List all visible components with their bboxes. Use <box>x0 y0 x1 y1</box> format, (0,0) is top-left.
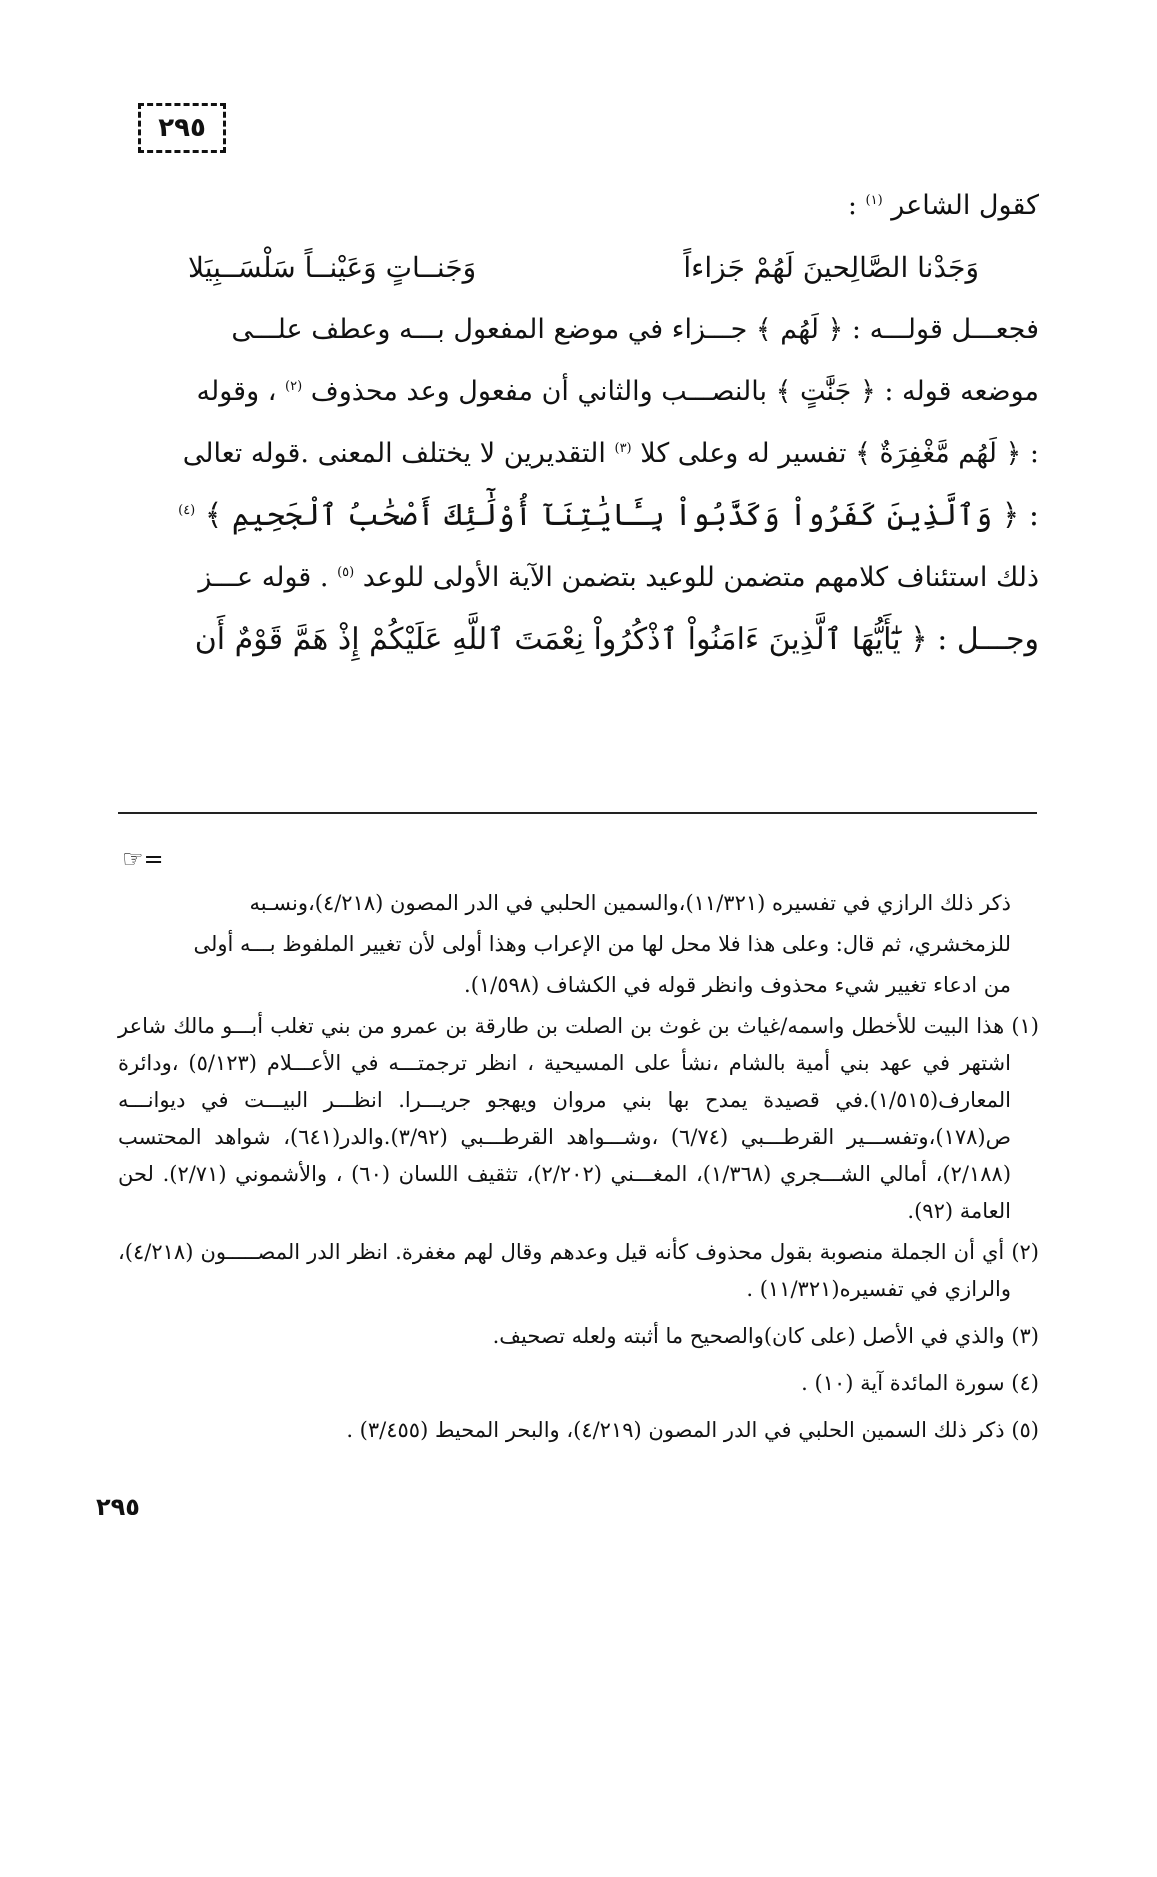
footnote-4: (٤) سورة المائدة آية (١٠) . <box>801 1371 1039 1395</box>
footnote-5: (٥) ذكر ذلك السمين الحلبي في الدر المصون (٤/٢١٩)، والبحر المحيط (٣/٤٥٥) . <box>346 1418 1039 1442</box>
text-line-2: موضعه قوله : ﴿ جَنَّٰتٍ ﴾ بالنصـــب والثاني أن مفعول وعد محذوف $^{(٢)}$ ، وقوله <box>196 376 1039 407</box>
poetry-verse <box>118 237 1039 299</box>
footnote-separator <box>118 812 1037 814</box>
intro-line: كقول الشاعر $^{(١)}$ : <box>847 190 1039 221</box>
text-line-3: : ﴿ لَهُم مَّغْفِرَةٌ ﴾ تفسير له وعلى كلا $^{(٣)}$ التقديرين لا يختلف المعنى .قوله تعالى <box>182 438 1039 469</box>
text-line-5: ذلك استئناف كلامهم متضمن للوعيد بتضمن الآية الأولى للوعد $^{(٥)}$ . قوله عـــز <box>198 562 1039 593</box>
footnote-continuation-line: ذكر ذلك الرازي في تفسيره (١١/٣٢١)،والسمين الحلبي في الدر المصون (٤/٢١٨)،ونسـبه <box>249 891 1011 915</box>
page-number-bottom: ٢٩٥ <box>96 1493 140 1521</box>
main-text <box>118 175 1039 671</box>
footnote-3: (٣) والذي في الأصل (على كان)والصحيح ما أثبته ولعله تصحيف. <box>492 1324 1039 1348</box>
text-line-4: : ﴿ وَٱلَّذِينَ كَفَرُواْ وَكَذَّبُواْ بِـَٔايَٰتِنَآ أُوْلَٰٓئِكَ أَصْحَٰبُ ٱلْجَحِيمِ ﴾ $^{(٤)}$ <box>178 498 1039 533</box>
footnote-continuation-line: للزمخشري، ثم قال: وعلى هذا فلا محل لها من الإعراب وهذا أولى لأن تغيير الملفوظ بـــه أولى <box>193 932 1011 956</box>
footnotes <box>118 885 1039 1453</box>
footnote-ref-2: (٢) <box>285 379 303 394</box>
footnote-continuation-line: من ادعاء تغيير شيء محذوف وانظر قوله في الكشاف (١/٥٩٨). <box>464 973 1011 997</box>
footnote-ref-3: (٣) <box>614 441 632 456</box>
footnote-ref-5: (٥) <box>337 565 355 580</box>
verse-first-hemistich: وَجَدْنا الصَّالِحينَ لَهُمْ جَزاءاً <box>683 251 979 284</box>
footnote-2: (٢) أي أن الجملة منصوبة بقول محذوف كأنه قيل وعدهم وقال لهم مغفرة. انظر الدر المصـــــون (٤/٢١٨)، والرازي في تفسيره(١١/٣٢١) . <box>118 1240 1039 1301</box>
footnote-ref-4: (٤) <box>178 503 196 518</box>
footnote-continued-mark: ☞= <box>122 845 164 873</box>
page-number-box <box>138 103 226 153</box>
page-number-top: ٢٩٥ <box>158 113 206 143</box>
pointing-hand-icon: ☞ <box>122 845 144 873</box>
footnote-ref-1: (١) <box>865 193 883 208</box>
text-line-6: وجـــل : ﴿ يَٰٓأَيُّهَا ٱلَّذِينَ ءَامَنُواْ ٱذْكُرُواْ نِعْمَتَ ٱللَّهِ عَلَيْكُمْ إِذْ هَمَّ قَوْمٌ أَن <box>194 622 1039 657</box>
footnote-1: (١) هذا البيت للأخطل واسمه/غياث بن غوث بن الصلت بن طارقة بن عمرو من بني تغلب أبـــو مالك شاعر اشتهر في عهد بني أمية بالشام ،نشأ على المسيحية ، انظر ترجمتـــه في الأعـــلام (٥/١٢٣) ،ودائرة المعارف(١/٥١٥).في قصيدة يمدح بها بني مروان ويهجو جريـــرا. انظـــر البيـــت في ديوانـــه ص(١٧٨)،وتفســـير القرطـــبي (٦/٧٤) ،وشـــواهد القرطـــبي (٣/٩٢).والدر(٦٤١)، شواهد المحتسب (٢/١٨٨)، أمالي الشـــجري (١/٣٦٨)، المغـــني (٢/٢٠٢)، تثقيف اللسان (٦٠) ، والأشموني (٢/٧١). لحن العامة (٩٢). <box>118 1014 1039 1223</box>
text-line-1: فجعـــل قولـــه : ﴿ لَهُم ﴾ جـــزاء في موضع المفعول بـــه وعطف علـــى <box>231 314 1039 345</box>
verse-second-hemistich: وَجَنــاتٍ وَعَيْنــاً سَلْسَــبِيَلا <box>188 251 477 284</box>
